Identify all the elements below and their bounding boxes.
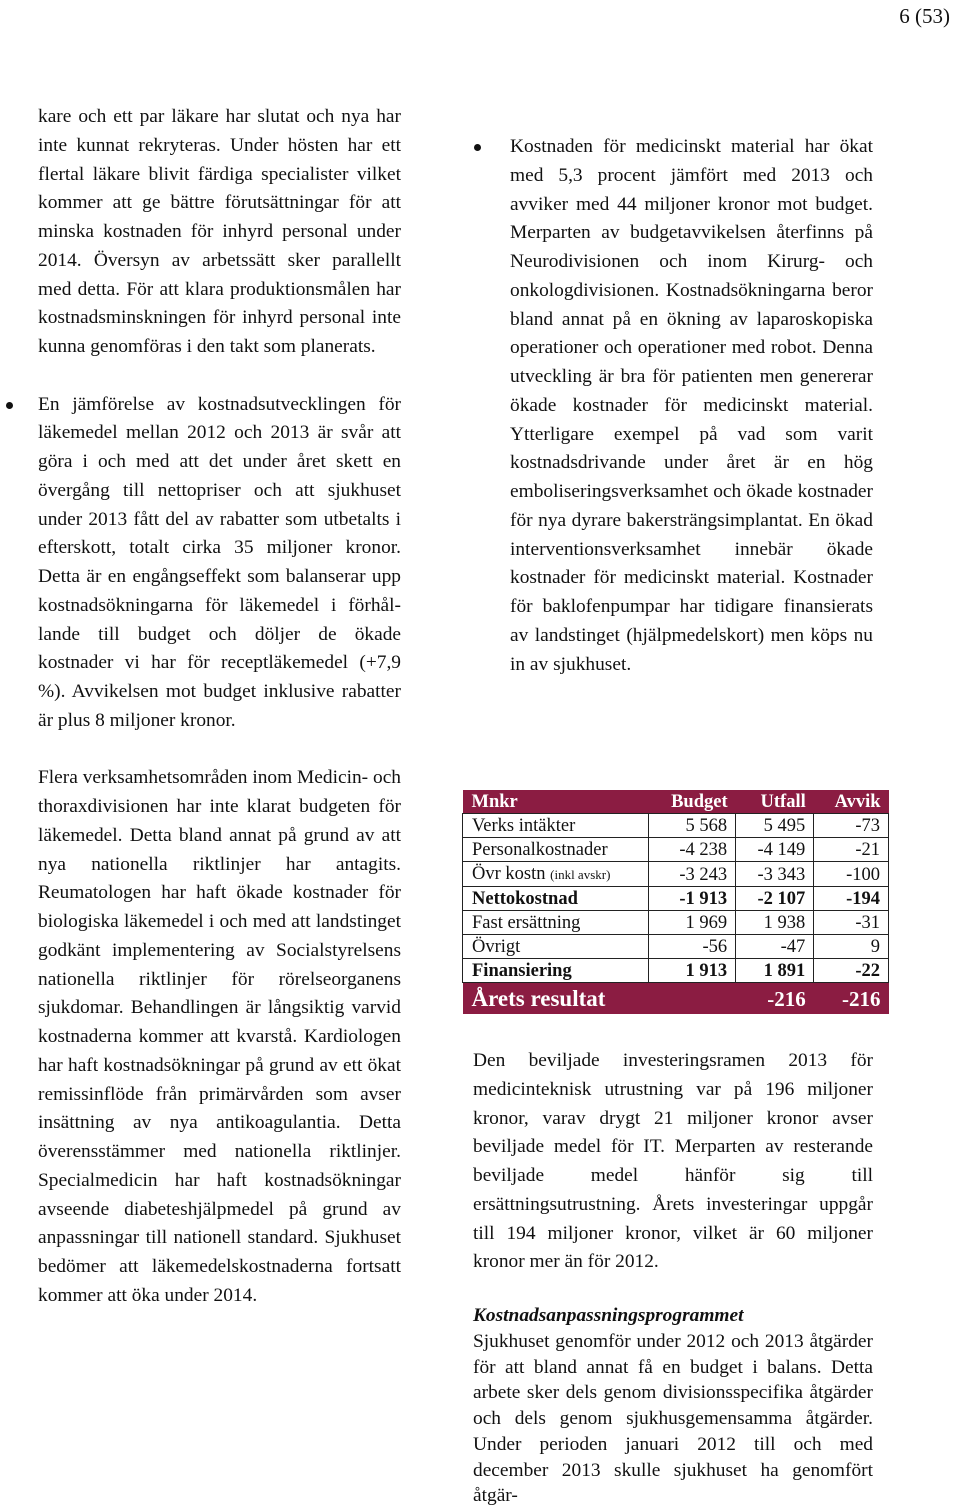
table-header-cell: Utfall: [736, 790, 814, 814]
table-row: [463, 935, 889, 959]
row-label: Fast ersättning: [463, 911, 649, 935]
result-utfall: -216: [736, 983, 814, 1015]
avvik-cell: -31: [814, 911, 889, 935]
table-row: [463, 911, 889, 935]
budget-cell: -4 238: [648, 838, 735, 862]
bullet-dot-icon: [474, 144, 481, 151]
row-label-cell: [463, 862, 649, 887]
utfall-cell: -47: [736, 935, 814, 959]
section-heading: Kostnadsanpassningsprogrammet: [473, 1305, 744, 1326]
left-bullet-item: [38, 391, 401, 736]
avvik-cell: 9: [814, 935, 889, 959]
table-row: [463, 838, 889, 862]
result-row: [463, 983, 889, 1015]
table-row: [463, 959, 889, 983]
avvik-cell: -21: [814, 838, 889, 862]
left-column: [38, 103, 401, 1311]
avvik-cell: -22: [814, 959, 889, 983]
avvik-cell: -73: [814, 814, 889, 838]
row-label-note: (inkl avskr): [550, 867, 611, 882]
table-header-cell: Avvik: [814, 790, 889, 814]
avvik-cell: -100: [814, 862, 889, 887]
budget-cell: 5 568: [648, 814, 735, 838]
section-paragraph: Sjukhuset genomför under 2012 och 2013 åtgärder för att bland annat få en budget i balans. Detta arbete sker dels genom divisionsspecifika åtgärder och dels genom sjukhusgemensamma åtgärder. Under perioden januari 2012 till och med december 2013 skulle sjukhuset ha genomfört åtgär-: [473, 1330, 873, 1507]
right-bullet-item: [510, 133, 873, 679]
row-label: Personalkostnader: [463, 838, 649, 862]
left-bullet-text: En jämförelse av kostnadsutvecklingen för läkemedel mellan 2012 och 2013 är svår att göra i och med att det under året skett en övergång till nettopriser och att sjukhuset under 2013 fått del av rabatter som utbetalts i efterskott, totalt cirka 35 miljoner kronor. Detta är en engångseffekt som balanserar upp kostnadsökningarna för läkemedel i förhållande till budget och döljer de ökade kostnader vi har för receptläkemedel (+7,9 %). Avvikelsen mot budget inklusive rabatter är plus 8 miljoner kronor.: [38, 393, 401, 731]
utfall-cell: -2 107: [736, 887, 814, 911]
right-section-block: [473, 1303, 873, 1509]
right-bullet-body: [510, 133, 873, 679]
table-row: [463, 814, 889, 838]
left-paragraph-1: kare och ett par läkare har slutat och nya har inte kunnat rekryteras. Under hösten har ett flertal läkare blivit färdiga specialister vilket kommer att ge bättre förutsättningar för att minska kostnaden för inhyrd personal under 2014. Översyn av arbetssätt sker parallellt med detta. För att klara produktionsmålen har kostnadsminskningen för inhyrd personal inte kunna genomföras i den takt som planerats.: [38, 106, 401, 357]
right-bullet-text: Kostnaden för medicinskt material har ökat med 5,3 procent jämfört med 2013 och avviker med 44 miljoner kronor mot budget. Merparten av budgetavvikelsen återfinns på Neurodivisionen och inom Kirurg- och onkologdivisionen. Kostnadsökningarna beror bland annat på en ökning av laparoskopiska operationer och operationer med robot. Denna utveckling är bra för patienten men genererar ökade kostnader för medicinskt material. Ytterligare exempel på vad som varit kostnadsdrivande under året är en hög emboliseringsverksamhet och ökade kostnader för nya dyrare bakersträngsimplantat. En ökad interventionsverksamhet innebär ökade kostnader för medicinskt material. Kostnader för baklofenpumpar har tidigare finansierats av landstinget (hjälpmedelskort) men köps nu in av sjukhuset.: [510, 136, 873, 675]
table-header-row: [463, 790, 889, 814]
table-header-cell: Budget: [648, 790, 735, 814]
utfall-cell: -3 343: [736, 862, 814, 887]
budget-cell: -1 913: [648, 887, 735, 911]
budget-cell: 1 913: [648, 959, 735, 983]
utfall-cell: -4 149: [736, 838, 814, 862]
row-label: Finansiering: [463, 959, 649, 983]
utfall-cell: 1 891: [736, 959, 814, 983]
left-paragraph-2: Flera verksamhetsområden inom Medicin- och thoraxdivisionen har inte klarat budgeten för läkemedel. Detta bland annat på grund av att nya nationella riktlinjer har antagits. Reumatologen har haft ökade kostnader för biologiska läkemedel i och med att landstinget godkänt implementering av Socialstyrelsens nationella riktlinjer för rörelseorganens sjukdomar. Behandlingen är långsiktig varvid kostnaderna kommer att kvarstå. Kardiologen har haft kostnadsökningar på grund av ett ökat remissinflöde från primärvården som avser insättning av nya antikoagulantia. Detta överensstämmer med nationella riktlinjer. Specialmedicin har haft kostnadsökningar avseende diabeteshjälpmedel på grund av anpassningar till nationell standard. Sjukhuset bedömer att läkemedelskostnaderna fortsatt kommer att öka under 2014.: [38, 767, 401, 1306]
row-label: Övrigt: [463, 935, 649, 959]
result-budget: [648, 983, 735, 1015]
budget-cell: -3 243: [648, 862, 735, 887]
row-label: Verks intäkter: [463, 814, 649, 838]
row-label: Nettokostnad: [463, 887, 649, 911]
right-investment-block: [473, 1047, 873, 1277]
budget-cell: 1 969: [648, 911, 735, 935]
budget-cell: -56: [648, 935, 735, 959]
financial-table: [462, 790, 889, 1014]
utfall-cell: 5 495: [736, 814, 814, 838]
row-label: Övr kostn: [472, 864, 551, 884]
table-header-cell: Mnkr: [463, 790, 649, 814]
table-row: [463, 887, 889, 911]
avvik-cell: -194: [814, 887, 889, 911]
page-number: 6 (53): [899, 4, 950, 28]
result-avvik: -216: [814, 983, 889, 1015]
result-label: Årets resultat: [463, 983, 649, 1015]
utfall-cell: 1 938: [736, 911, 814, 935]
table-row: [463, 862, 889, 887]
investment-paragraph: Den beviljade investeringsramen 2013 för medicinteknisk utrustning var på 196 miljoner kronor, varav drygt 21 miljoner kronor avser beviljade medel för IT. Merparten av resterande beviljade medel hänför sig till ersättningsutrustning. Årets investeringar uppgår till 194 miljoner kronor, vilket är 60 miljoner kronor mer än för 2012.: [473, 1050, 873, 1273]
bullet-dot-icon: [6, 402, 13, 409]
